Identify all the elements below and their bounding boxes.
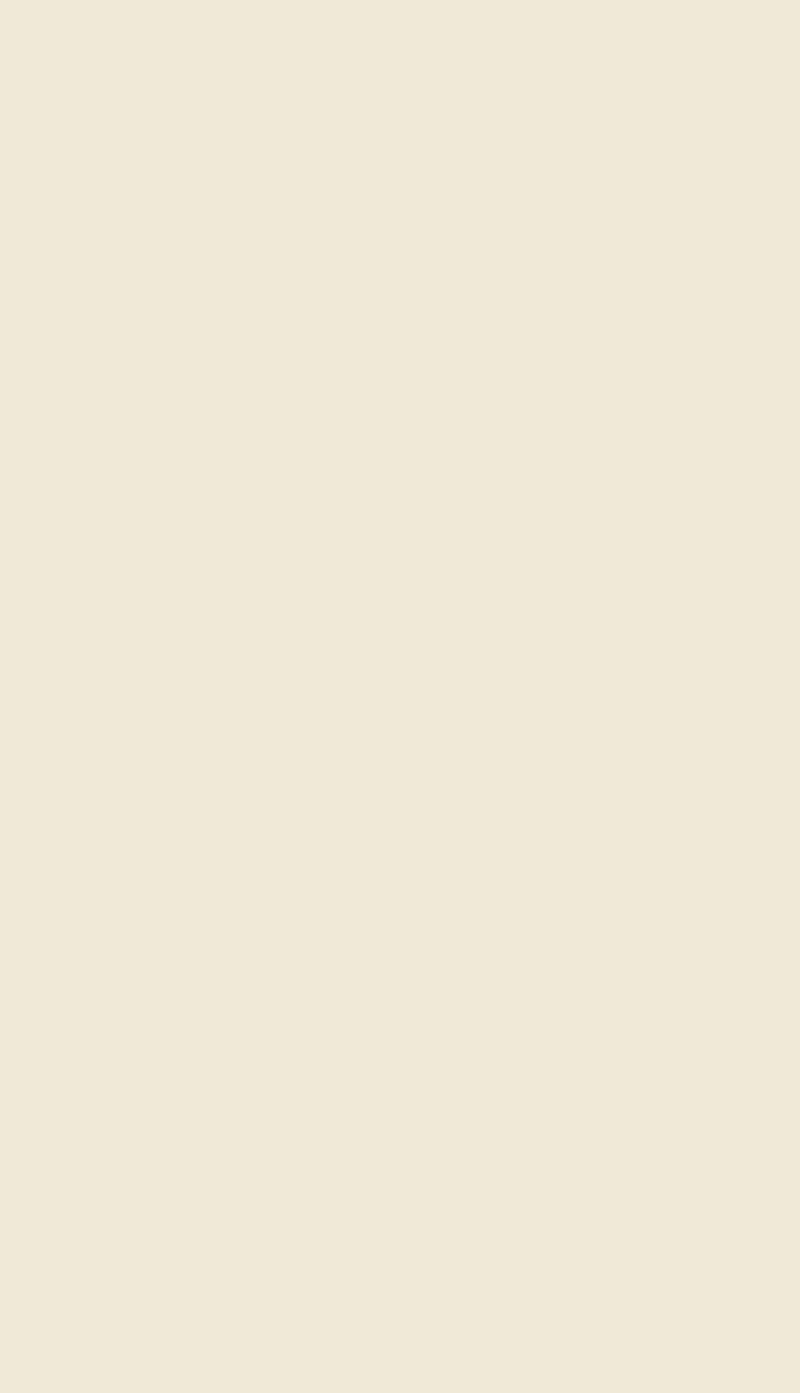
contents-body: [0, 88, 800, 130]
page-header: [0, 0, 800, 60]
